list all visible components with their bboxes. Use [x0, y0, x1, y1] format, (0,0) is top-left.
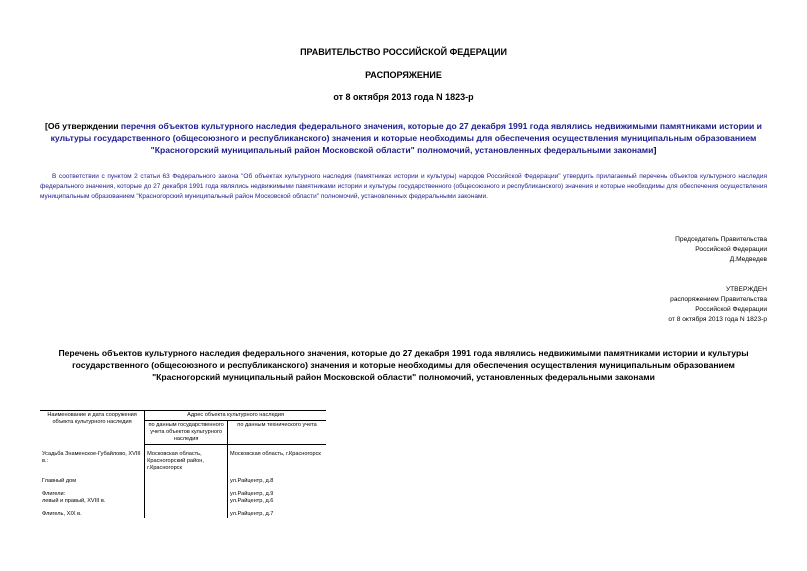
cell-address-technical: ул.Райцентр, д.7 — [230, 511, 274, 517]
document-type: РАСПОРЯЖЕНИЕ — [365, 70, 442, 80]
cell-name: левый и правый, XVIII в. — [40, 498, 145, 505]
approval-line-2: распоряжением Правительства — [670, 296, 767, 303]
cell-name: Усадьба Знаменское-Губайлово, XVIII в.: — [40, 451, 145, 472]
heading-prefix: [Об утверждении — [45, 121, 121, 131]
approval-line-4: от 8 октября 2013 года N 1823-р — [668, 316, 767, 323]
cell-name: Главный дом — [40, 478, 145, 485]
approval-line-1: УТВЕРЖДЕН — [725, 286, 767, 293]
approval-line-3: Российской Федерации — [695, 306, 767, 313]
signature-line-2: Российской Федерации — [695, 246, 767, 253]
cell-name: Флигели: — [40, 491, 145, 498]
cell-name: Флигель, XIX в. — [40, 511, 145, 518]
table-row — [40, 478, 326, 485]
document-heading — [40, 120, 767, 156]
column-header-name: Наименование и дата сооружения объекта культурного наследия — [40, 411, 145, 445]
government-title: ПРАВИТЕЛЬСТВО РОССИЙСКОЙ ФЕДЕРАЦИИ — [300, 47, 507, 57]
cell-address-technical: ул.Райцентр, д.8 — [230, 478, 274, 484]
cell-address-state — [145, 491, 228, 498]
objects-table — [40, 410, 326, 518]
cell-address-state — [145, 498, 228, 505]
signature-block — [675, 235, 767, 265]
intro-paragraph[interactable]: В соответствии с пунктом 2 статьи 63 Федерального закона "Об объектах культурного наследия (памятниках истории и культуры) народов Российской Федерации" утвердить прилагаемый перечень объектов культурного наследия федерального значения, которые до 27 декабря 1991 года являлись недвижимыми памятниками истории и культуры государственного (общесоюзного и республиканского) значения и которые необходимы для обеспечения осуществления муниципальным образованием "Красногорский муниципальный район Московской области" полномочий, установленных федеральными законами. — [40, 173, 767, 200]
table-row — [40, 511, 326, 518]
heading-suffix: ] — [653, 145, 657, 155]
signature-line-1: Председатель Правительства — [675, 236, 767, 243]
cell-address-state: Московская область, Красногорский район, г.Красногорск — [145, 451, 228, 472]
heading-link[interactable]: перечня объектов культурного наследия федерального значения, которые до 27 декабря 1991 года являлись недвижимыми памятниками истории и культуры государственного (общесоюзного и республиканского) значения и которые необходимы для обеспечения осуществления муниципальным образованием "Красногорский муниципальный район Московской области" полномочий, установленных федеральными законами — [50, 121, 762, 155]
column-header-state-registry: по данным государственного учета объектов культурного наследия — [145, 421, 228, 445]
table-row — [40, 491, 326, 498]
column-header-technical-registry: по данным технического учета — [228, 421, 326, 445]
table-row — [40, 451, 326, 472]
cell-address-state — [145, 478, 228, 485]
approval-block — [668, 285, 767, 325]
cell-address-state — [145, 511, 228, 518]
cell-address-technical: ул.Райцентр, д.6 — [230, 498, 274, 504]
cell-address-technical: ул.Райцентр, д.9 — [230, 491, 274, 497]
document-date-number: от 8 октября 2013 года N 1823-р — [333, 92, 474, 102]
table-row — [40, 498, 326, 505]
list-title: Перечень объектов культурного наследия федерального значения, которые до 27 декабря 1991 года являлись недвижимыми памятниками истории и культуры государственного (общесоюзного и республиканского) значения и которые необходимы для обеспечения осуществления муниципальным образованием "Красногорский муниципальный район Московской области" полномочий, установленных федеральными законами — [58, 348, 749, 382]
cell-address-technical: Московская область, г.Красногорск — [230, 451, 321, 457]
signature-name: Д.Медведев — [729, 256, 767, 263]
column-header-address: Адрес объекта культурного наследия — [145, 411, 326, 421]
